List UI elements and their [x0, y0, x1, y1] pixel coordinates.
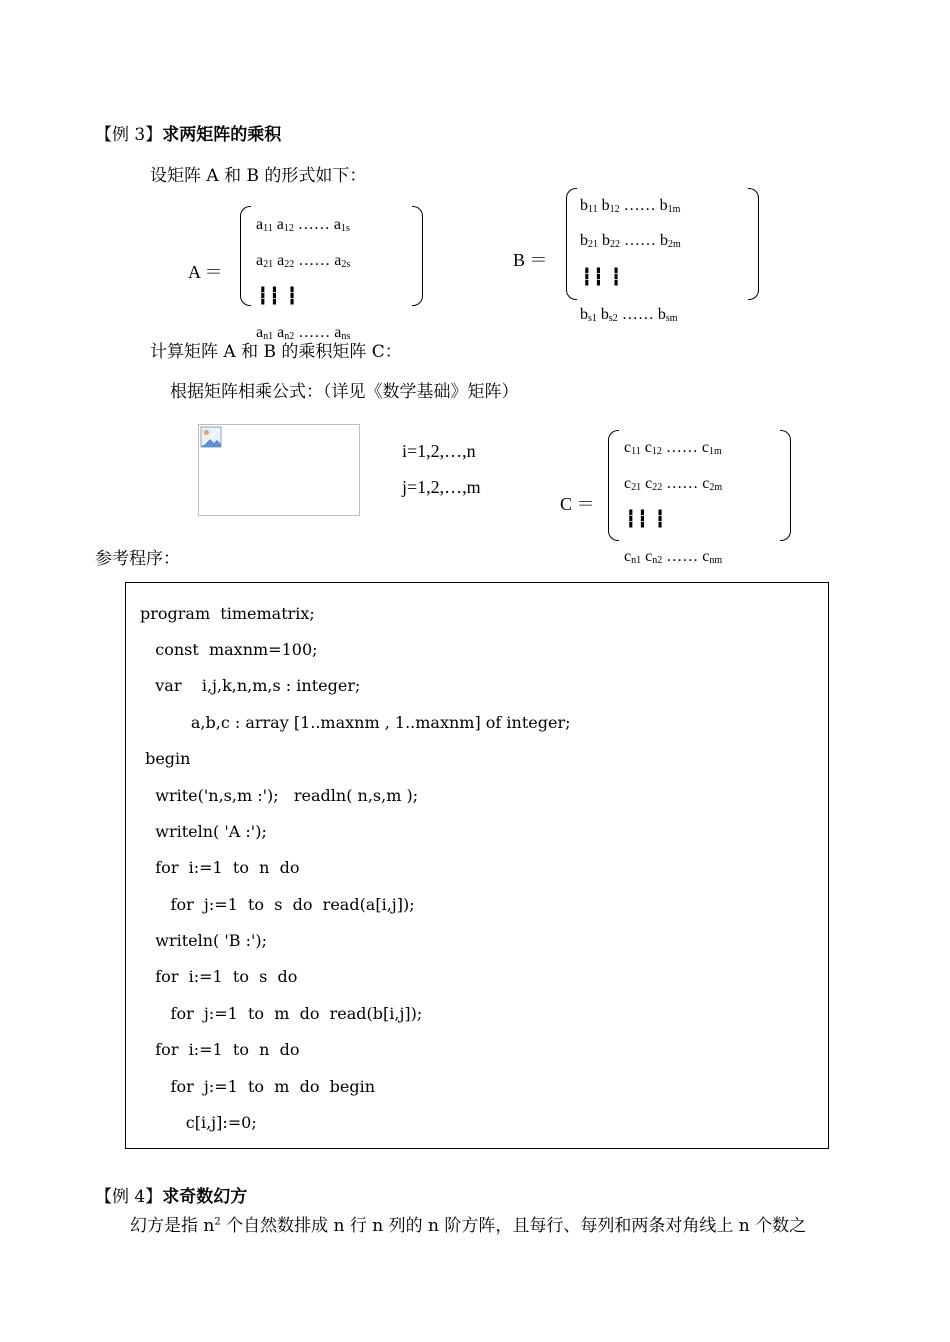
reference-program-label: 参考程序： [95, 549, 180, 569]
code-line: writeln( 'A :'); [140, 822, 267, 841]
matrix-intro: 设矩阵 A 和 B 的形式如下： [150, 166, 367, 186]
broken-image-icon [200, 426, 222, 448]
range-i: i=1,2,…,n [402, 441, 476, 461]
formula-text: 根据矩阵相乘公式：（详见《数学基础》矩阵） [170, 382, 519, 402]
matrix-c-row-2: $c_{21}$ $c_{22}$ …… $c_{2m}$ [624, 475, 723, 493]
example3-bracket-label: 【例 3】 [95, 125, 163, 145]
matrix-b [566, 188, 759, 324]
example3-heading [95, 120, 281, 145]
matrix-b-row-3-dots: ┇┇ ┇ [582, 269, 623, 286]
matrix-b-left-bracket [566, 188, 577, 300]
code-line: for i:=1 to n do [140, 858, 300, 877]
code-line: for j:=1 to m do read(b[i,j]); [140, 1004, 423, 1023]
example3-title: 求两矩阵的乘积 [162, 125, 282, 145]
matrix-b-label: B ＝ [513, 250, 548, 270]
code-line: for j:=1 to m do begin [140, 1077, 375, 1096]
code-line: a,b,c : array [1..maxnm , 1..maxnm] of integer; [140, 713, 571, 732]
example4-heading [95, 1182, 247, 1207]
code-line: for i:=1 to n do [140, 1040, 300, 1059]
code-line: const maxnm=100; [140, 640, 318, 659]
matrix-b-row-2: $b_{21}$ $b_{22}$ …… $b_{2m}$ [580, 232, 681, 250]
matrix-c-row-4: $c_{n1}$ $c_{n2}$ …… $c_{nm}$ [624, 548, 723, 566]
matrix-a-left-bracket [240, 206, 251, 306]
range-j: j=1,2,…,m [402, 477, 481, 497]
code-line: writeln( 'B :'); [140, 931, 268, 950]
code-block [125, 582, 829, 1149]
code-line: var i,j,k,n,m,s : integer; [140, 676, 361, 695]
code-line: c[i,j]:=0; [140, 1113, 257, 1132]
code-line: begin [140, 749, 191, 768]
matrix-b-row-4: $b_{s1}$ $b_{s2}$ …… $b_{sm}$ [580, 306, 678, 324]
matrix-b-row-1: $b_{11}$ $b_{12}$ …… $b_{1m}$ [580, 197, 681, 215]
matrix-c-row-3-dots: ┇┇ ┇ [626, 511, 667, 528]
matrix-a-label: A ＝ [188, 262, 223, 282]
example4-bracket-label: 【例 4】 [95, 1187, 163, 1207]
matrix-b-right-bracket [748, 188, 759, 300]
matrix-a-right-bracket [412, 206, 423, 306]
matrix-c-row-1: $c_{11}$ $c_{12}$ …… $c_{1m}$ [624, 439, 722, 457]
code-line: for i:=1 to s do [140, 967, 298, 986]
matrix-c [608, 430, 791, 566]
code-line: for j:=1 to s do read(a[i,j]); [140, 895, 415, 914]
matrix-a-row-2: $a_{21}$ $a_{22}$ …… $a_{2s}$ [256, 252, 351, 270]
magic-square-paragraph: 幻方是指 $n^2$ 个自然数排成 n 行 n 列的 n 阶方阵，且每行、每列和两条对角线上 n 个数之 [130, 1216, 807, 1236]
example4-title: 求奇数幻方 [162, 1187, 248, 1207]
matrix-c-label: C ＝ [560, 494, 595, 514]
matrix-a-row-1: $a_{11}$ $a_{12}$ …… $a_{1s}$ [256, 216, 350, 234]
matrix-c-left-bracket [608, 430, 619, 541]
matrix-a-row-3-dots: ┇┇ ┇ [258, 288, 299, 305]
compute-text: 计算矩阵 A 和 B 的乘积矩阵 C： [150, 342, 402, 362]
matrix-a [240, 206, 423, 342]
matrix-c-right-bracket [780, 430, 791, 541]
formula-image-placeholder [198, 424, 360, 516]
matrix-a-row-4: $a_{n1}$ $a_{n2}$ …… $a_{ns}$ [256, 324, 351, 342]
code-line: program timematrix; [140, 604, 315, 623]
code-line: write('n,s,m :'); readln( n,s,m ); [140, 786, 419, 805]
